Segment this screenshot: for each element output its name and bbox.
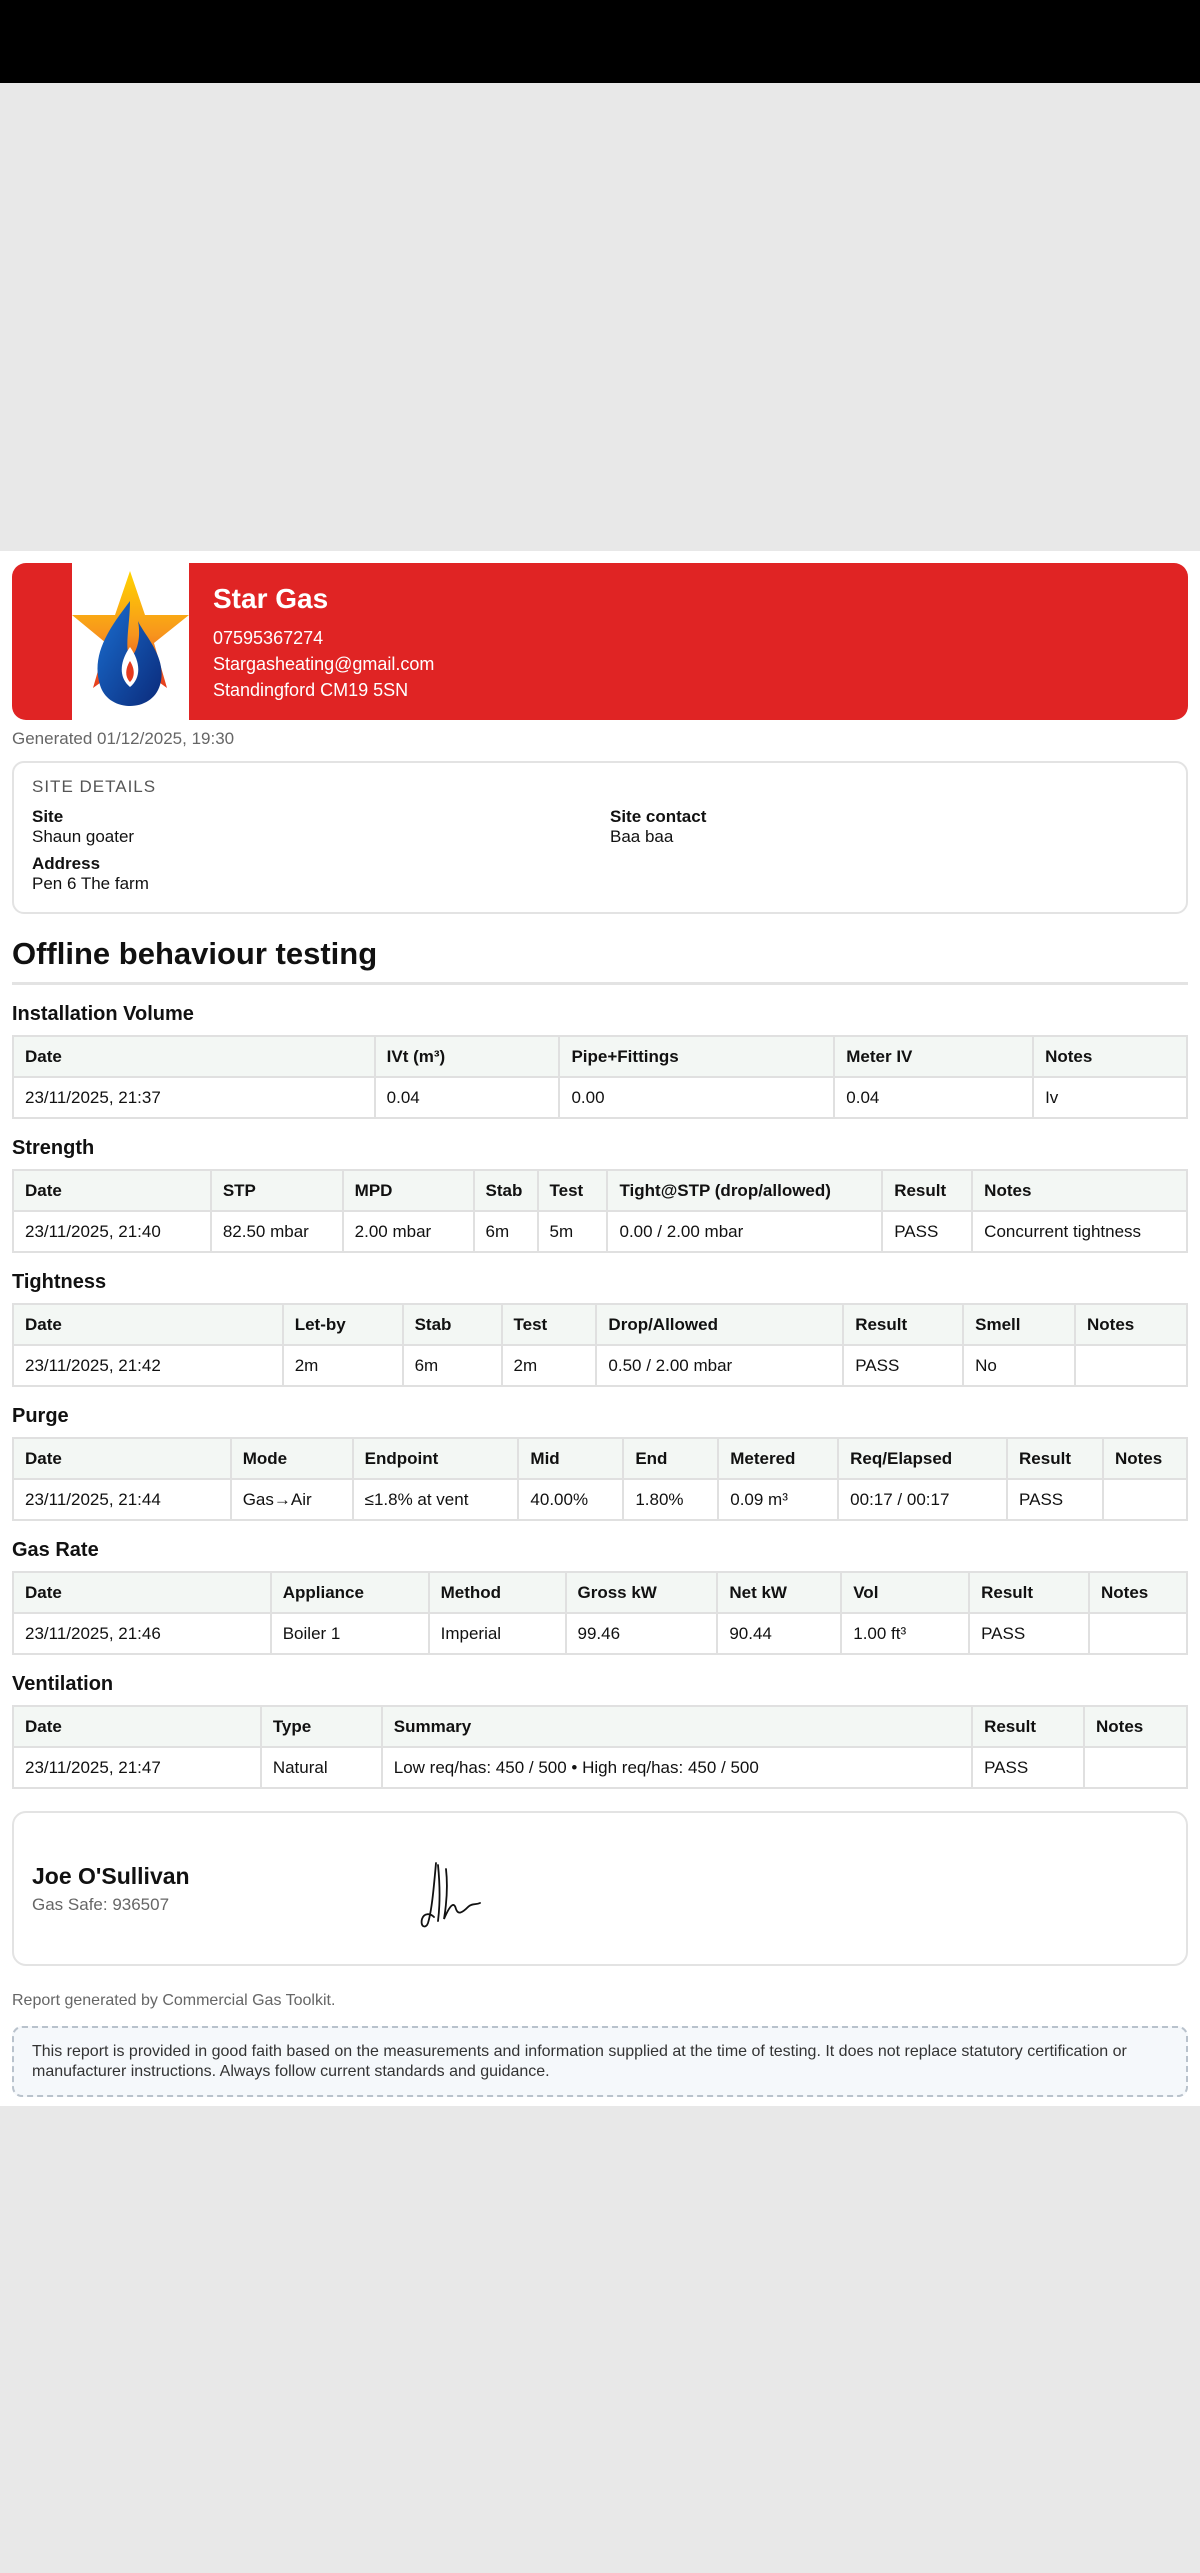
column-header: Mode — [231, 1438, 353, 1479]
table-row — [13, 1747, 1187, 1788]
test-sections — [12, 1003, 1188, 1789]
section-table — [12, 1571, 1188, 1655]
table-cell: 99.46 — [566, 1613, 718, 1654]
site-label: Site — [32, 807, 64, 826]
section-table — [12, 1437, 1188, 1521]
column-header: Metered — [718, 1438, 838, 1479]
column-header: Date — [13, 1706, 261, 1747]
table-cell: 23/11/2025, 21:47 — [13, 1747, 261, 1788]
column-header: Gross kW — [566, 1572, 718, 1613]
column-header: Pipe+Fittings — [559, 1036, 834, 1077]
table-cell: Boiler 1 — [271, 1613, 429, 1654]
column-header: Stab — [474, 1170, 538, 1211]
column-header: Req/Elapsed — [838, 1438, 1007, 1479]
company-email[interactable]: Stargasheating@gmail.com — [213, 654, 435, 674]
section-title: Ventilation — [12, 1673, 114, 1695]
column-header: IVt (m³) — [375, 1036, 560, 1077]
section-table — [12, 1303, 1188, 1387]
column-header: Endpoint — [353, 1438, 519, 1479]
table-header-row — [13, 1706, 1187, 1747]
table-cell: 6m — [474, 1211, 538, 1252]
table-header-row — [13, 1438, 1187, 1479]
report-page — [0, 551, 1200, 2106]
column-header: Method — [429, 1572, 566, 1613]
footer-note: Report generated by Commercial Gas Toolkit. — [12, 1992, 336, 2009]
table-cell — [1075, 1345, 1187, 1386]
table-cell: 82.50 mbar — [211, 1211, 343, 1252]
table-cell: Concurrent tightness — [972, 1211, 1187, 1252]
section-table — [12, 1035, 1188, 1119]
site-contact-label: Site contact — [610, 807, 707, 826]
column-header: Stab — [403, 1304, 502, 1345]
table-cell: 2m — [283, 1345, 403, 1386]
table-cell: 23/11/2025, 21:42 — [13, 1345, 283, 1386]
table-cell: 23/11/2025, 21:37 — [13, 1077, 375, 1118]
signature-card — [12, 1811, 1188, 1966]
company-phone[interactable]: 07595367274 — [213, 628, 324, 648]
table-cell: Low req/has: 450 / 500 • High req/has: 450 / 500 — [382, 1747, 972, 1788]
site-contact-value: Baa baa — [610, 827, 674, 846]
company-header — [12, 563, 1188, 720]
column-header: Net kW — [717, 1572, 841, 1613]
table-row — [13, 1479, 1187, 1520]
column-header: Date — [13, 1572, 271, 1613]
table-cell — [1103, 1479, 1187, 1520]
section-title: Installation Volume — [12, 1003, 194, 1025]
column-header: Result — [969, 1572, 1089, 1613]
page-title: Offline behaviour testing — [12, 936, 1188, 985]
company-logo — [12, 563, 189, 720]
column-header: Result — [843, 1304, 963, 1345]
table-cell: 23/11/2025, 21:46 — [13, 1613, 271, 1654]
table-row — [13, 1211, 1187, 1252]
table-cell: No — [963, 1345, 1075, 1386]
table-cell: 2m — [502, 1345, 597, 1386]
address-value: Pen 6 The farm — [32, 874, 149, 893]
table-cell: 0.00 / 2.00 mbar — [607, 1211, 882, 1252]
table-cell: Natural — [261, 1747, 382, 1788]
table-header-row — [13, 1304, 1187, 1345]
column-header: Result — [882, 1170, 972, 1211]
column-header: Result — [1007, 1438, 1103, 1479]
table-cell: 1.80% — [623, 1479, 718, 1520]
column-header: Tight@STP (drop/allowed) — [607, 1170, 882, 1211]
status-bar — [0, 0, 1200, 83]
table-cell: 2.00 mbar — [343, 1211, 474, 1252]
table-cell: PASS — [1007, 1479, 1103, 1520]
table-cell: 90.44 — [717, 1613, 841, 1654]
table-cell: PASS — [972, 1747, 1084, 1788]
column-header: Test — [538, 1170, 608, 1211]
column-header: Smell — [963, 1304, 1075, 1345]
column-header: MPD — [343, 1170, 474, 1211]
column-header: Notes — [1033, 1036, 1187, 1077]
disclaimer: This report is provided in good faith based on the measurements and information supplied at the time of testing. It does not replace statutory certification or manufacturer instructions. Always follow current standards and guidance. — [12, 2026, 1188, 2097]
table-cell: 23/11/2025, 21:40 — [13, 1211, 211, 1252]
company-address: Standingford CM19 5SN — [213, 680, 409, 700]
table-cell: 1.00 ft³ — [841, 1613, 969, 1654]
generated-timestamp: Generated 01/12/2025, 19:30 — [12, 729, 235, 748]
section-title: Gas Rate — [12, 1539, 99, 1561]
section-title: Purge — [12, 1405, 69, 1427]
column-header: End — [623, 1438, 718, 1479]
gas-safe-number: Gas Safe: 936507 — [32, 1895, 170, 1914]
column-header: Notes — [1103, 1438, 1187, 1479]
column-header: Type — [261, 1706, 382, 1747]
column-header: Date — [13, 1036, 375, 1077]
table-cell — [1084, 1747, 1187, 1788]
table-cell: 00:17 / 00:17 — [838, 1479, 1007, 1520]
table-cell: 0.00 — [559, 1077, 834, 1118]
table-cell: PASS — [882, 1211, 972, 1252]
column-header: Date — [13, 1438, 231, 1479]
company-name: Star Gas — [213, 583, 329, 614]
table-header-row — [13, 1036, 1187, 1077]
table-cell: 0.04 — [375, 1077, 560, 1118]
site-details-label: SITE DETAILS — [32, 777, 157, 796]
section-title: Strength — [12, 1137, 95, 1159]
column-header: Test — [502, 1304, 597, 1345]
column-header: Notes — [972, 1170, 1187, 1211]
table-cell: 0.09 m³ — [718, 1479, 838, 1520]
table-cell: PASS — [969, 1613, 1089, 1654]
column-header: Summary — [382, 1706, 972, 1747]
site-value: Shaun goater — [32, 827, 135, 846]
column-header: Notes — [1089, 1572, 1187, 1613]
column-header: Meter IV — [834, 1036, 1033, 1077]
table-cell: PASS — [843, 1345, 963, 1386]
table-cell: Iv — [1033, 1077, 1187, 1118]
table-header-row — [13, 1572, 1187, 1613]
table-cell: Gas→Air — [231, 1479, 353, 1520]
table-row — [13, 1613, 1187, 1654]
table-header-row — [13, 1170, 1187, 1211]
column-header: Notes — [1075, 1304, 1187, 1345]
column-header: Mid — [518, 1438, 623, 1479]
table-cell: 40.00% — [518, 1479, 623, 1520]
table-row — [13, 1345, 1187, 1386]
table-row — [13, 1077, 1187, 1118]
engineer-name: Joe O'Sullivan — [32, 1863, 190, 1889]
column-header: Result — [972, 1706, 1084, 1747]
site-details-card — [12, 761, 1188, 914]
table-cell — [1089, 1613, 1187, 1654]
section-table — [12, 1705, 1188, 1789]
table-cell: 0.04 — [834, 1077, 1033, 1118]
table-cell: 0.50 / 2.00 mbar — [596, 1345, 843, 1386]
section-title: Tightness — [12, 1271, 107, 1293]
section-table — [12, 1169, 1188, 1253]
table-cell: 5m — [538, 1211, 608, 1252]
signature-image — [416, 1855, 486, 1935]
column-header: Date — [13, 1304, 283, 1345]
star-flame-logo-icon — [72, 563, 189, 720]
column-header: Appliance — [271, 1572, 429, 1613]
table-cell: ≤1.8% at vent — [353, 1479, 519, 1520]
table-cell: Imperial — [429, 1613, 566, 1654]
column-header: Let-by — [283, 1304, 403, 1345]
column-header: Drop/Allowed — [596, 1304, 843, 1345]
table-cell: 23/11/2025, 21:44 — [13, 1479, 231, 1520]
column-header: Notes — [1084, 1706, 1187, 1747]
column-header: Date — [13, 1170, 211, 1211]
column-header: STP — [211, 1170, 343, 1211]
address-label: Address — [32, 854, 101, 873]
table-cell: 6m — [403, 1345, 502, 1386]
column-header: Vol — [841, 1572, 969, 1613]
